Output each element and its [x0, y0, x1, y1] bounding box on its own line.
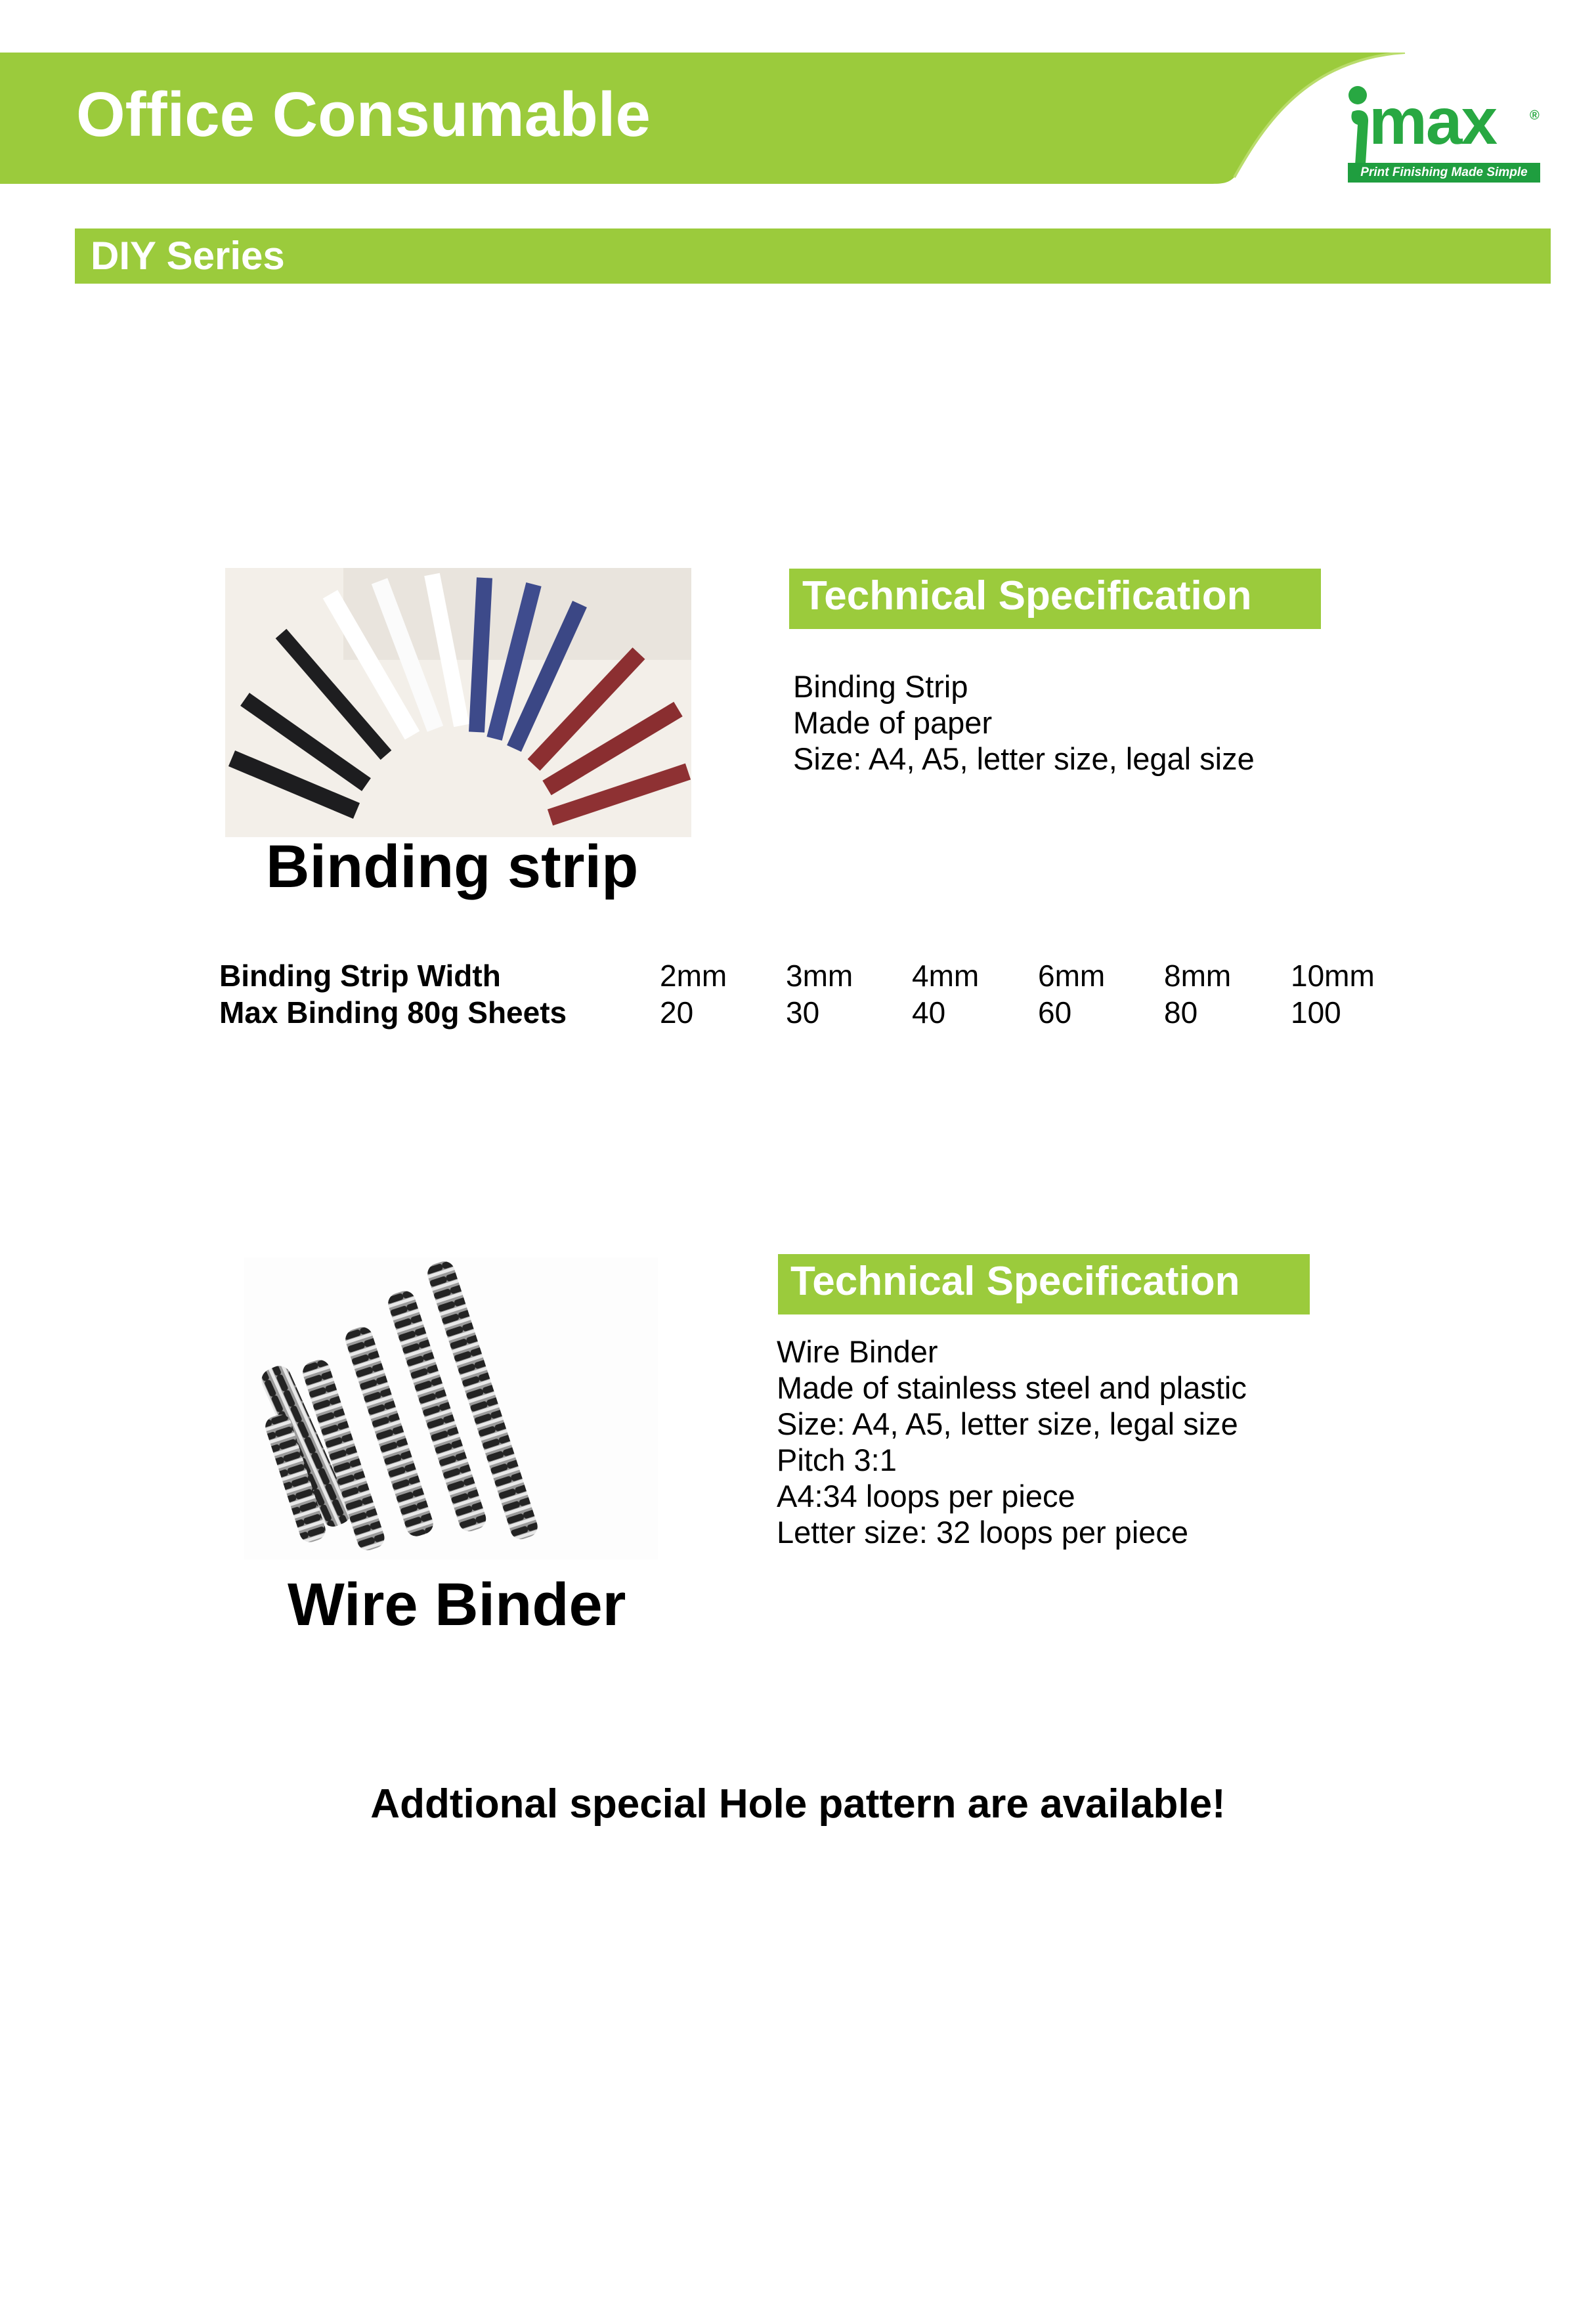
binding-strip-title: Binding strip — [266, 833, 639, 900]
width-cell: 8mm — [1164, 959, 1232, 993]
width-cell: 10mm — [1291, 959, 1375, 993]
width-cell: 3mm — [786, 959, 853, 993]
width-cell: 2mm — [660, 959, 727, 993]
footer-note: Addtional special Hole pattern are available! — [370, 1781, 1226, 1827]
width-cell: 6mm — [1038, 959, 1106, 993]
binding-strip-image — [225, 568, 691, 837]
width-row-label: Binding Strip Width — [219, 959, 501, 993]
spec-line: Letter size: 32 loops per piece — [777, 1515, 1189, 1550]
spec-line: Pitch 3:1 — [777, 1443, 897, 1477]
spec-line: Size: A4, A5, letter size, legal size — [793, 741, 1255, 776]
sheets-cell: 80 — [1164, 995, 1198, 1030]
binding-strip-spec-title: Technical Specification — [802, 573, 1252, 619]
section-title: DIY Series — [91, 234, 285, 278]
spec-line: Size: A4, A5, letter size, legal size — [777, 1406, 1238, 1441]
spec-line: Wire Binder — [777, 1334, 938, 1369]
spec-line: Made of paper — [793, 705, 993, 740]
sheets-cell: 20 — [660, 995, 694, 1030]
sheets-cell: 60 — [1038, 995, 1072, 1030]
sheets-row-label: Max Binding 80g Sheets — [219, 995, 567, 1030]
brand-tagline: Print Finishing Made Simple — [1360, 165, 1528, 179]
spec-line: Made of stainless steel and plastic — [777, 1370, 1247, 1405]
section-bar — [75, 228, 1551, 284]
wire-binder-spec-list — [777, 1334, 1247, 1550]
sheets-cell: 100 — [1291, 995, 1341, 1030]
width-cell: 4mm — [912, 959, 980, 993]
spec-line: Binding Strip — [793, 669, 968, 704]
spec-line: A4:34 loops per piece — [777, 1479, 1075, 1513]
registered-mark: ® — [1530, 108, 1540, 123]
page-title: Office Consumable — [76, 79, 651, 150]
brand-name: max — [1369, 85, 1497, 158]
binding-strip-spec-list — [793, 668, 1255, 777]
sheets-cell: 40 — [912, 995, 946, 1030]
wire-binder-title: Wire Binder — [288, 1571, 626, 1638]
wire-binder-image — [244, 1257, 658, 1559]
wire-binder-spec-title: Technical Specification — [790, 1259, 1240, 1304]
sheets-cell: 30 — [786, 995, 820, 1030]
